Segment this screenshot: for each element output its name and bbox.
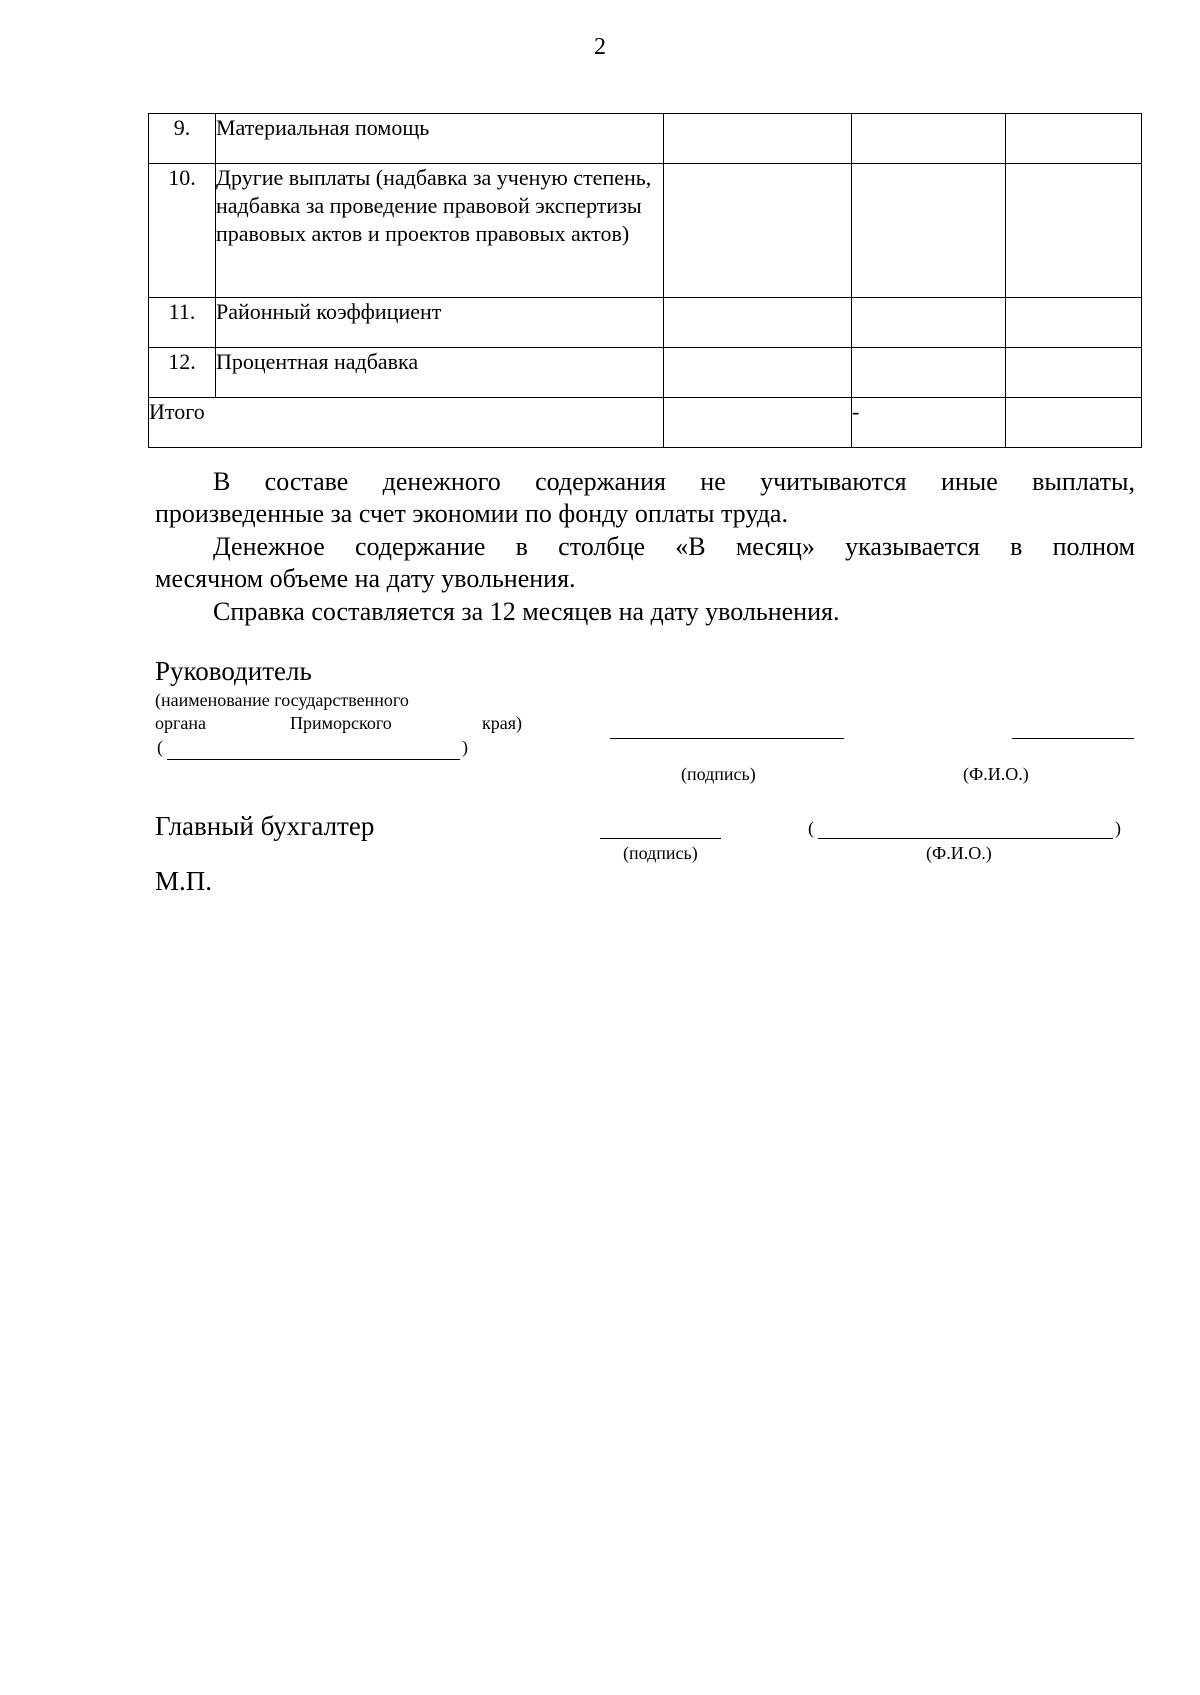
- table-total-row: [149, 398, 1142, 448]
- head-fio-line: [1012, 738, 1134, 739]
- head-note-word: органа: [155, 713, 206, 733]
- paragraph-monthly: [155, 531, 1135, 595]
- head-note: (наименование государственного: [155, 690, 409, 710]
- head-note-word: края): [482, 713, 523, 733]
- total-label: Итого: [149, 398, 664, 448]
- paren-close: ): [1115, 818, 1121, 838]
- row-name: Районный коэффициент: [216, 298, 664, 348]
- row-cell: [664, 164, 852, 298]
- accountant-title: Главный бухгалтер: [155, 811, 375, 841]
- row-name: Другие выплаты (надбавка за ученую степень, надбавка за проведение правовой экспертизы правовых актов и проектов правовых актов): [216, 164, 664, 298]
- fio-caption: (Ф.И.О.): [926, 843, 992, 863]
- total-cell: [664, 398, 852, 448]
- row-cell: [664, 114, 852, 164]
- paragraph-line: Справка составляется за 12 месяцев на дату увольнения.: [213, 597, 840, 626]
- paren-open: (: [157, 737, 163, 757]
- stamp-mark: М.П.: [155, 866, 213, 896]
- paragraph-exclusions: [155, 466, 1135, 530]
- row-cell: [1006, 114, 1142, 164]
- row-cell: [664, 298, 852, 348]
- payment-table: [148, 113, 1142, 448]
- paren-close: ): [462, 737, 468, 757]
- signature-caption: (подпись): [681, 764, 756, 784]
- row-number: 11.: [149, 298, 216, 348]
- row-cell: [664, 348, 852, 398]
- head-title: Руководитель: [155, 656, 312, 686]
- row-number: 9.: [149, 114, 216, 164]
- table-row: [149, 164, 1142, 298]
- table-row: [149, 298, 1142, 348]
- row-cell: [1006, 348, 1142, 398]
- row-cell: [852, 348, 1006, 398]
- paragraph-line: В составе денежного содержания не учитываются иные выплаты,: [213, 467, 1135, 496]
- row-name: Процентная надбавка: [216, 348, 664, 398]
- org-name-line: [167, 759, 460, 760]
- table-row: [149, 114, 1142, 164]
- total-cell: -: [852, 398, 1006, 448]
- row-cell: [852, 164, 1006, 298]
- row-cell: [852, 298, 1006, 348]
- paragraph-period: [155, 596, 1135, 628]
- table-row: [149, 348, 1142, 398]
- row-name: Материальная помощь: [216, 114, 664, 164]
- paren-open: (: [808, 818, 814, 838]
- signature-caption: (подпись): [623, 843, 698, 863]
- row-cell: [1006, 164, 1142, 298]
- head-signature-line: [610, 738, 844, 739]
- head-note-word: Приморского: [290, 713, 392, 733]
- paragraph-line: Денежное содержание в столбце «В месяц» указывается в полном: [213, 532, 1135, 561]
- accountant-fio-line: [818, 838, 1113, 839]
- row-number: 10.: [149, 164, 216, 298]
- paragraph-line: произведенные за счет экономии по фонду оплаты труда.: [155, 499, 788, 528]
- row-cell: [852, 114, 1006, 164]
- page-number: 2: [594, 34, 606, 60]
- paragraph-line: месячном объеме на дату увольнения.: [155, 564, 576, 593]
- accountant-signature-line: [600, 838, 721, 839]
- row-cell: [1006, 298, 1142, 348]
- total-cell: [1006, 398, 1142, 448]
- row-number: 12.: [149, 348, 216, 398]
- fio-caption: (Ф.И.О.): [963, 764, 1029, 784]
